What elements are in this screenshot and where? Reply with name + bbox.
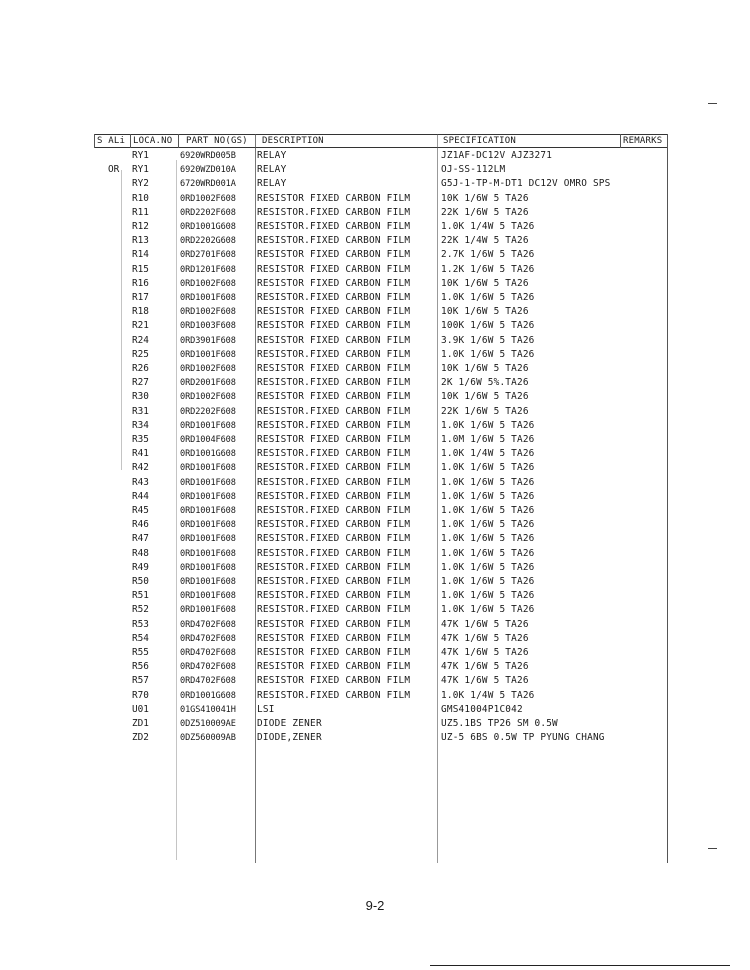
cell-part: 0RD1001F608 (180, 463, 236, 474)
cell-desc: RESISTOR.FIXED CARBON FILM (257, 476, 411, 488)
cell-loca: ZD1 (132, 718, 149, 729)
cell-spec: 47K 1/6W 5 TA26 (441, 632, 529, 644)
cell-part: 0RD1001F608 (180, 605, 236, 616)
cell-loca: R43 (132, 476, 149, 488)
table-row (0, 632, 750, 646)
cell-part: 0RD1001F608 (180, 534, 236, 545)
cell-part: 0RD2001F608 (180, 378, 236, 389)
cell-spec: 1.0K 1/6W 5 TA26 (441, 604, 535, 616)
table-row (0, 575, 750, 589)
cell-part: 0RD3901F608 (180, 335, 236, 346)
table-row (0, 674, 750, 688)
cell-spec: 1.0M 1/6W 5 TA26 (441, 434, 535, 445)
table-row (0, 234, 750, 248)
cell-desc: RESISTOR FIXED CARBON FILM (257, 249, 411, 261)
cell-loca: R24 (132, 334, 149, 346)
cell-desc: RESISTOR.FIXED CARBON FILM (257, 561, 411, 573)
cell-spec: G5J-1-TP-M-DT1 DC12V OMRO SPS (441, 178, 611, 190)
cell-spec: 10K 1/6W 5 TA26 (441, 391, 529, 403)
cell-spec: 1.0K 1/6W 5 TA26 (441, 462, 535, 474)
table-row (0, 447, 750, 461)
table-row (0, 319, 750, 333)
table-row (0, 532, 750, 546)
cell-desc: LSI (257, 703, 275, 715)
cell-part: 0RD4702F608 (180, 633, 236, 644)
cell-spec: 22K 1/6W 5 TA26 (441, 405, 529, 417)
cell-part: 0RD4702F608 (180, 676, 236, 687)
cell-part: 0RD2202G608 (180, 236, 236, 247)
cell-loca: ZD2 (132, 732, 149, 744)
cell-spec: 1.0K 1/6W 5 TA26 (441, 547, 535, 559)
header-bottom-rule (94, 147, 668, 148)
cell-spec: 1.0K 1/6W 5 TA26 (441, 576, 535, 587)
cell-loca: R54 (132, 632, 149, 644)
table-row (0, 263, 750, 277)
cell-desc: RESISTOR FIXED CARBON FILM (257, 334, 411, 346)
cell-spec: 1.0K 1/6W 5 TA26 (441, 419, 535, 431)
cell-loca: R15 (132, 263, 149, 275)
cell-spec: 1.0K 1/4W 5 TA26 (441, 689, 535, 701)
table-row (0, 561, 750, 575)
cell-part: 0RD1002F608 (180, 307, 236, 318)
table-left-border (94, 134, 95, 148)
cell-part: 0RD4702F608 (180, 648, 236, 658)
cell-desc: RESISTOR FIXED CARBON FILM (257, 391, 411, 403)
cell-desc: RESISTOR FIXED CARBON FILM (257, 263, 411, 275)
cell-part: 0RD1002F608 (180, 193, 236, 204)
header-remarks: REMARKS (623, 136, 663, 146)
table-row (0, 419, 750, 433)
table-row (0, 376, 750, 390)
cell-loca: R41 (132, 448, 149, 460)
cell-spec: 1.0K 1/6W 5 TA26 (441, 348, 535, 360)
cell-part: 0RD1002F608 (180, 392, 236, 403)
cell-loca: R31 (132, 405, 149, 417)
cell-desc: RELAY (257, 178, 287, 190)
cell-desc: DIODE ZENER (257, 718, 322, 729)
col-separator-sali (130, 134, 131, 148)
table-row (0, 248, 750, 262)
cell-part: 0RD1001F608 (180, 477, 236, 488)
cell-part: 6920WRD005B (180, 151, 236, 161)
cell-loca: U01 (132, 703, 149, 715)
cell-spec: 1.0K 1/6W 5 TA26 (441, 533, 535, 545)
cell-loca: R17 (132, 292, 149, 303)
cell-loca: R47 (132, 533, 149, 545)
table-row (0, 405, 750, 419)
table-row (0, 618, 750, 632)
cell-part: 0RD1003F608 (180, 321, 236, 332)
cell-desc: RESISTOR.FIXED CARBON FILM (257, 377, 411, 389)
table-row (0, 603, 750, 617)
cell-loca: R56 (132, 661, 149, 673)
table-row (0, 589, 750, 603)
table-row (0, 149, 750, 163)
cell-spec: 10K 1/6W 5 TA26 (441, 192, 529, 204)
cell-loca: R42 (132, 462, 149, 474)
header-specification: SPECIFICATION (443, 136, 517, 146)
cell-desc: RESISTOR FIXED CARBON FILM (257, 618, 411, 630)
cell-desc: RESISTOR FIXED CARBON FILM (257, 363, 411, 374)
cell-spec: 1.0K 1/6W 5 TA26 (441, 561, 535, 573)
cell-spec: 22K 1/6W 5 TA26 (441, 206, 529, 218)
cell-loca: RY2 (132, 178, 149, 190)
cell-desc: RESISTOR.FIXED CARBON FILM (257, 221, 411, 232)
page-number: 9-2 (365, 898, 385, 913)
cell-spec: 10K 1/6W 5 TA26 (441, 277, 529, 289)
cell-part: 0RD1001F608 (180, 491, 236, 502)
cell-spec: 1.0K 1/6W 5 TA26 (441, 590, 535, 602)
header-description: DESCRIPTION (262, 136, 324, 146)
cell-loca: R44 (132, 490, 149, 502)
table-row (0, 660, 750, 674)
cell-desc: RESISTOR.FIXED CARBON FILM (257, 235, 411, 247)
cell-part: 0RD4702F608 (180, 619, 236, 630)
cell-spec: 1.0K 1/6W 5 TA26 (441, 292, 535, 303)
col-separator-loca (178, 134, 179, 148)
cell-spec: 47K 1/6W 5 TA26 (441, 618, 529, 630)
cell-loca: R25 (132, 348, 149, 360)
cell-desc: RESISTOR.FIXED CARBON FILM (257, 604, 411, 616)
cell-loca: R26 (132, 363, 149, 374)
header-sali: S ALi (97, 136, 126, 146)
cell-part: 0RD1002F608 (180, 364, 236, 374)
cell-part: 0RD1001F608 (180, 562, 236, 573)
cell-spec: JZ1AF-DC12V AJZ3271 (441, 150, 553, 161)
table-row (0, 504, 750, 518)
cell-spec: UZ5.1BS TP26 SM 0.5W (441, 718, 558, 729)
cell-part: 0RD1001F608 (180, 506, 236, 516)
cell-desc: RELAY (257, 150, 287, 161)
table-row (0, 717, 750, 731)
cell-sali: OR (108, 164, 120, 176)
cell-desc: RESISTOR.FIXED CARBON FILM (257, 519, 411, 531)
cell-desc: RESISTOR FIXED CARBON FILM (257, 192, 411, 204)
table-row (0, 163, 750, 177)
cell-desc: RESISTOR.FIXED CARBON FILM (257, 689, 411, 701)
cell-spec: 2K 1/6W 5%.TA26 (441, 377, 529, 389)
cell-part: 0RD1001F608 (180, 577, 236, 587)
cell-loca: R55 (132, 647, 149, 658)
cell-loca: R50 (132, 576, 149, 587)
cell-loca: R35 (132, 434, 149, 445)
cell-part: 0RD1001F608 (180, 420, 236, 431)
table-row (0, 334, 750, 348)
cell-spec: GMS41004P1C042 (441, 703, 523, 715)
table-row (0, 518, 750, 532)
cell-spec: 1.0K 1/6W 5 TA26 (441, 490, 535, 502)
cell-part: 0DZ560009AB (180, 733, 236, 744)
cell-loca: R46 (132, 519, 149, 531)
cell-desc: RESISTOR.FIXED CARBON FILM (257, 292, 411, 303)
cell-spec: 10K 1/6W 5 TA26 (441, 363, 529, 374)
cell-part: 0RD2202F608 (180, 207, 236, 218)
cell-loca: R12 (132, 221, 149, 232)
table-row (0, 689, 750, 703)
cell-desc: RESISTOR.FIXED CARBON FILM (257, 448, 411, 460)
cell-spec: OJ-SS-112LM (441, 164, 506, 176)
cell-spec: 2.7K 1/6W 5 TA26 (441, 249, 535, 261)
cell-part: 0RD1001F608 (180, 548, 236, 559)
table-row (0, 390, 750, 404)
table-row (0, 731, 750, 745)
cell-loca: R53 (132, 618, 149, 630)
cell-spec: 1.0K 1/6W 5 TA26 (441, 505, 535, 516)
cell-spec: 47K 1/6W 5 TA26 (441, 647, 529, 658)
cell-loca: R21 (132, 320, 149, 332)
cell-loca: R34 (132, 419, 149, 431)
cell-part: 0RD1001G608 (180, 449, 236, 460)
cell-part: 0RD1001F608 (180, 520, 236, 531)
cell-desc: RESISTOR FIXED CARBON FILM (257, 320, 411, 332)
cell-spec: 1.0K 1/4W 5 TA26 (441, 448, 535, 460)
cell-loca: R16 (132, 277, 149, 289)
cell-desc: RESISTOR.FIXED CARBON FILM (257, 348, 411, 360)
cell-loca: R51 (132, 590, 149, 602)
cell-desc: RESISTOR.FIXED CARBON FILM (257, 576, 411, 587)
table-row (0, 433, 750, 447)
margin-mark (708, 848, 717, 849)
cell-loca: RY1 (132, 164, 149, 176)
bottom-rule (430, 965, 730, 966)
cell-loca: R70 (132, 689, 149, 701)
table-row (0, 476, 750, 490)
cell-desc: RESISTOR.FIXED CARBON FILM (257, 405, 411, 417)
cell-spec: 3.9K 1/6W 5 TA26 (441, 334, 535, 346)
cell-desc: RESISTOR FIXED CARBON FILM (257, 675, 411, 687)
cell-desc: RESISTOR.FIXED CARBON FILM (257, 490, 411, 502)
cell-loca: R57 (132, 675, 149, 687)
cell-part: 0RD1001G608 (180, 222, 236, 232)
header-loca-no: LOCA.NO (133, 136, 173, 146)
cell-spec: 1.0K 1/6W 5 TA26 (441, 519, 535, 531)
cell-desc: RESISTOR.FIXED CARBON FILM (257, 505, 411, 516)
cell-desc: RESISTOR.FIXED CARBON FILM (257, 462, 411, 474)
cell-spec: 47K 1/6W 5 TA26 (441, 675, 529, 687)
cell-desc: RESISTOR FIXED CARBON FILM (257, 661, 411, 673)
cell-part: 0RD1201F608 (180, 264, 236, 275)
cell-desc: RESISTOR FIXED CARBON FILM (257, 647, 411, 658)
cell-spec: 100K 1/6W 5 TA26 (441, 320, 535, 332)
cell-desc: RESISTOR.FIXED CARBON FILM (257, 590, 411, 602)
cell-spec: 1.0K 1/4W 5 TA26 (441, 221, 535, 232)
table-row (0, 703, 750, 717)
table-row (0, 547, 750, 561)
table-row (0, 490, 750, 504)
cell-part: 0RD1004F608 (180, 435, 236, 445)
cell-spec: 22K 1/4W 5 TA26 (441, 235, 529, 247)
table-row (0, 305, 750, 319)
table-row (0, 461, 750, 475)
cell-loca: R30 (132, 391, 149, 403)
cell-desc: RESISTOR.FIXED CARBON FILM (257, 533, 411, 545)
cell-loca: R11 (132, 206, 149, 218)
cell-desc: DIODE,ZENER (257, 732, 322, 744)
cell-desc: RESISTOR.FIXED CARBON FILM (257, 206, 411, 218)
cell-loca: R45 (132, 505, 149, 516)
cell-loca: R27 (132, 377, 149, 389)
cell-part: 0RD1001F608 (180, 293, 236, 303)
cell-loca: R48 (132, 547, 149, 559)
cell-desc: RELAY (257, 164, 287, 176)
margin-mark (708, 103, 717, 104)
cell-part: 01GS410041H (180, 704, 236, 715)
cell-desc: RESISTOR.FIXED CARBON FILM (257, 419, 411, 431)
table-row (0, 206, 750, 220)
cell-spec: 1.2K 1/6W 5 TA26 (441, 263, 535, 275)
cell-part: 6920WZD010A (180, 165, 236, 176)
cell-part: 0RD1001G608 (180, 690, 236, 701)
cell-spec: UZ-5 6BS 0.5W TP PYUNG CHANG (441, 732, 605, 744)
cell-part: 0RD4702F608 (180, 662, 236, 673)
cell-part: 0RD1001F608 (180, 349, 236, 360)
cell-spec: 47K 1/6W 5 TA26 (441, 661, 529, 673)
table-row (0, 348, 750, 362)
cell-loca: R14 (132, 249, 149, 261)
cell-loca: R13 (132, 235, 149, 247)
table-row (0, 192, 750, 206)
header-top-rule (94, 134, 668, 135)
table-row (0, 362, 750, 376)
cell-part: 0RD2701F608 (180, 250, 236, 261)
table-row (0, 220, 750, 234)
cell-desc: RESISTOR FIXED CARBON FILM (257, 434, 411, 445)
cell-desc: RESISTOR FIXED CARBON FILM (257, 277, 411, 289)
cell-desc: RESISTOR FIXED CARBON FILM (257, 632, 411, 644)
cell-spec: 10K 1/6W 5 TA26 (441, 306, 529, 318)
cell-desc: RESISTOR FIXED CARBON FILM (257, 306, 411, 318)
cell-part: 0RD1002F608 (180, 278, 236, 289)
cell-loca: R18 (132, 306, 149, 318)
cell-part: 0RD2202F608 (180, 406, 236, 417)
header-part-no: PART NO(GS) (186, 136, 248, 146)
cell-loca: R49 (132, 561, 149, 573)
col-separator-spec (620, 134, 621, 148)
table-row (0, 277, 750, 291)
cell-loca: R10 (132, 192, 149, 204)
table-row (0, 291, 750, 305)
table-row (0, 646, 750, 660)
cell-spec: 1.0K 1/6W 5 TA26 (441, 476, 535, 488)
cell-part: 6720WRD001A (180, 179, 236, 190)
cell-part: 0DZ510009AE (180, 719, 236, 729)
cell-loca: R52 (132, 604, 149, 616)
cell-part: 0RD1001F608 (180, 591, 236, 602)
cell-desc: RESISTOR.FIXED CARBON FILM (257, 547, 411, 559)
cell-loca: RY1 (132, 150, 149, 161)
table-row (0, 177, 750, 191)
